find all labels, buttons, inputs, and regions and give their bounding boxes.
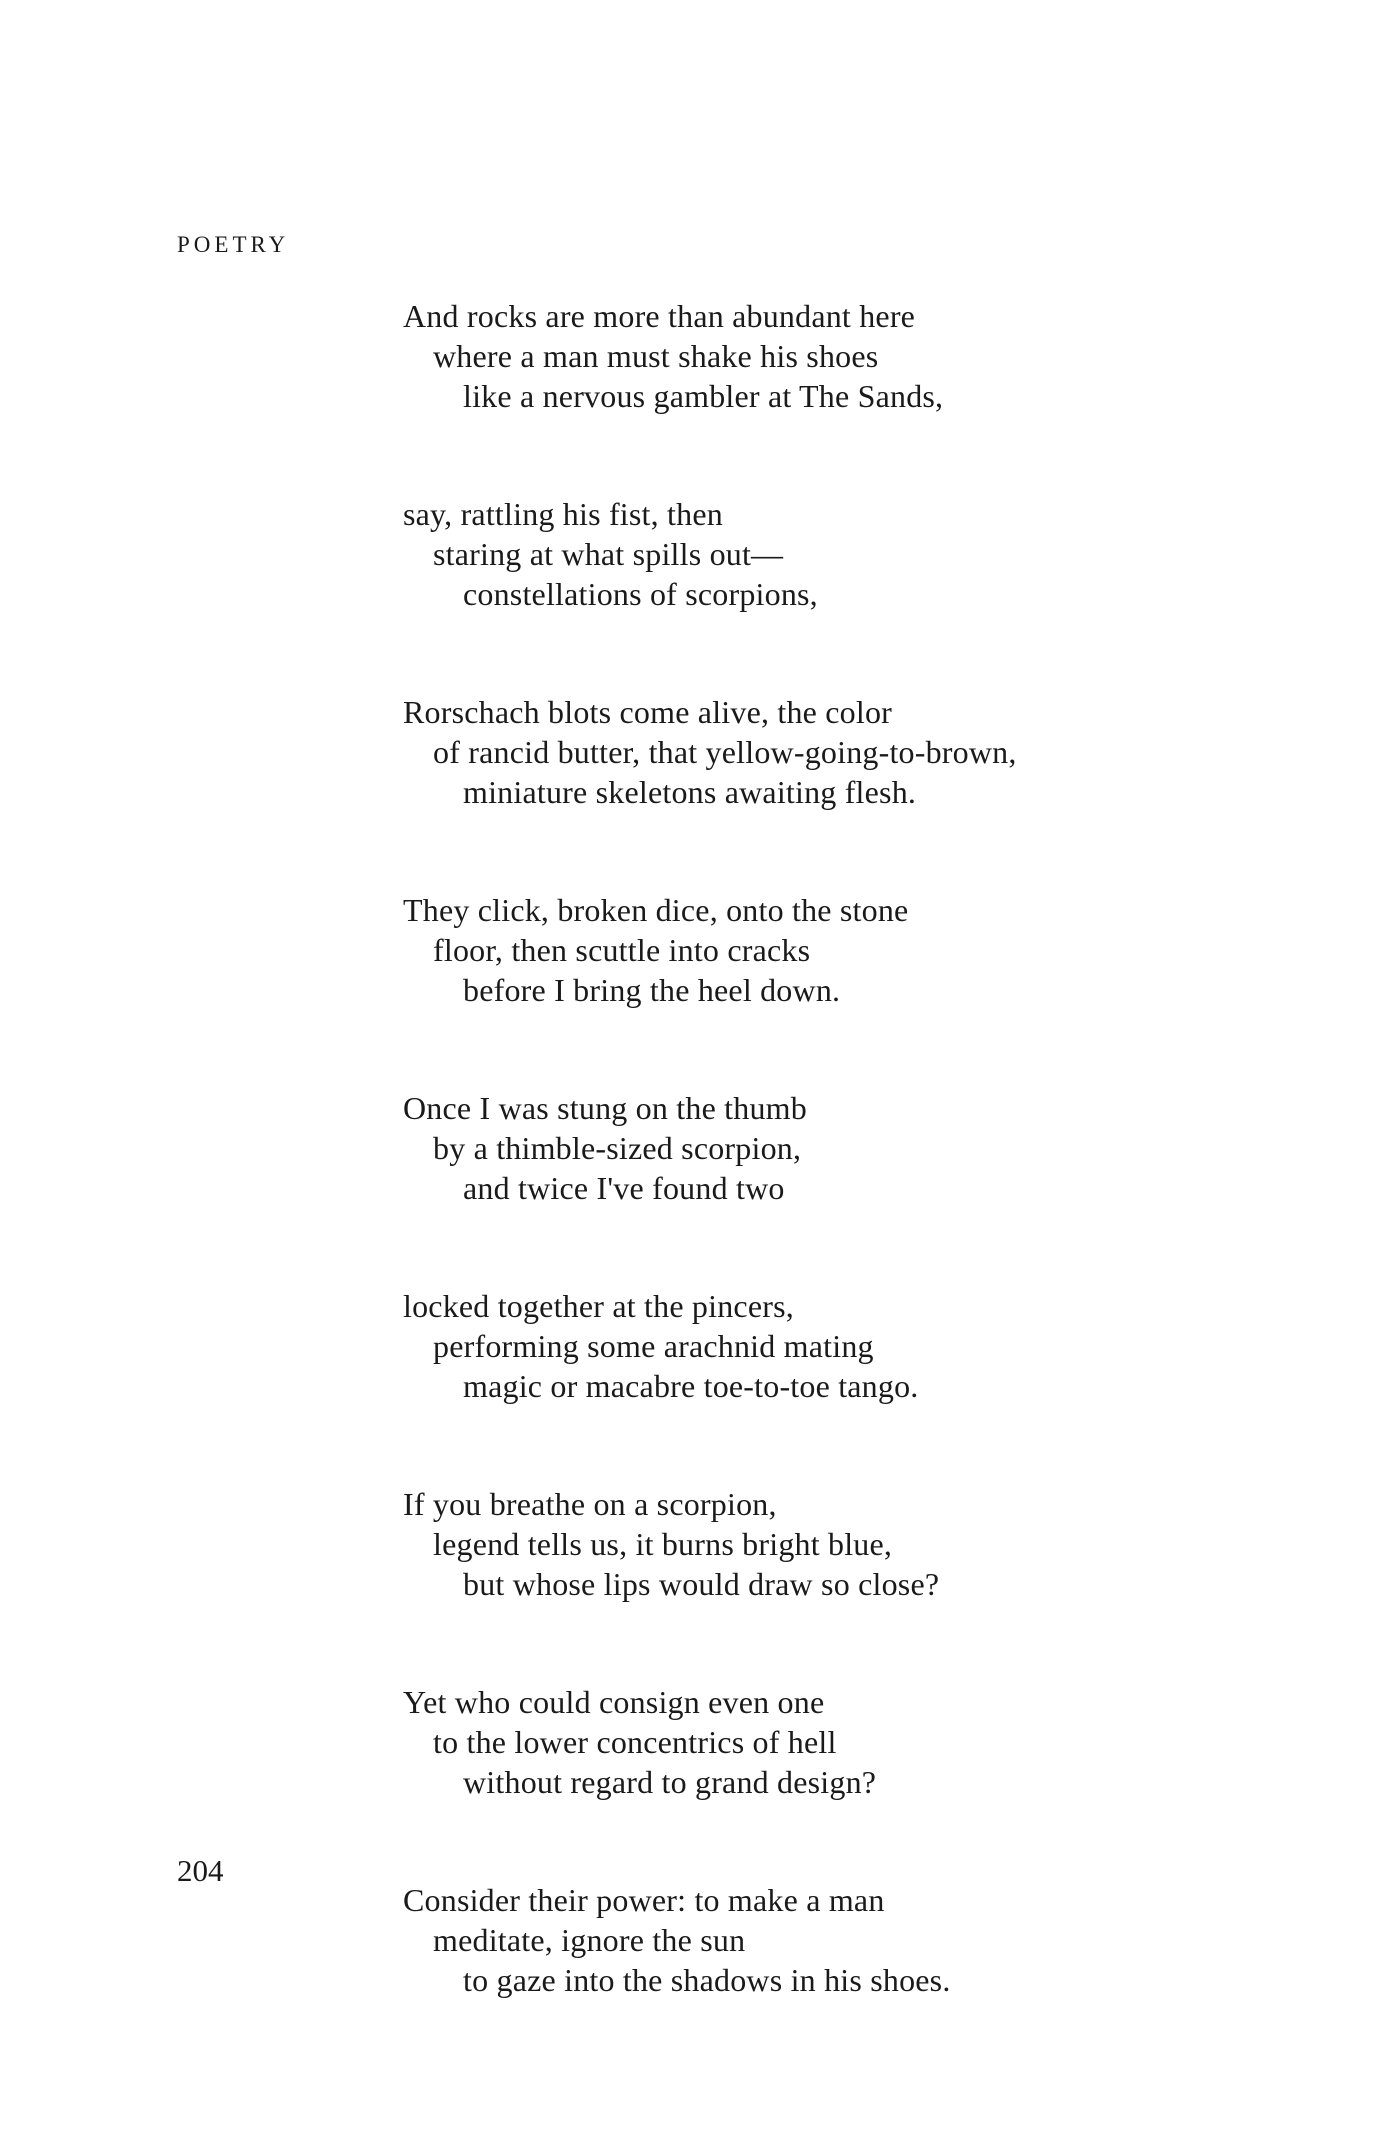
poem-line: to gaze into the shadows in his shoes.: [463, 1962, 951, 1998]
poem-line: Yet who could consign even one: [403, 1684, 825, 1720]
page-number: 204: [177, 1853, 224, 1888]
stanza-7: [403, 1484, 1383, 1604]
stanza-3: [403, 692, 1383, 812]
running-header: POETRY: [177, 232, 290, 257]
poem-line: They click, broken dice, onto the stone: [403, 892, 909, 928]
stanza-1: [403, 296, 1383, 416]
poem-line: say, rattling his fist, then: [403, 496, 723, 532]
poem-line: performing some arachnid mating: [433, 1328, 874, 1364]
stanza-9: [403, 1880, 1383, 2000]
stanza-8: [403, 1682, 1383, 1802]
poem-line: staring at what spills out—: [433, 536, 784, 572]
poem-body: [403, 296, 1383, 2078]
poem-line: to the lower concentrics of hell: [433, 1724, 837, 1760]
poem-line: meditate, ignore the sun: [433, 1922, 746, 1958]
poem-line: before I bring the heel down.: [463, 972, 841, 1008]
poem-line: And rocks are more than abundant here: [403, 298, 916, 334]
poem-line: where a man must shake his shoes: [433, 338, 879, 374]
stanza-4: [403, 890, 1383, 1010]
poem-line: constellations of scorpions,: [463, 576, 818, 612]
poem-line: without regard to grand design?: [463, 1764, 877, 1800]
poem-line: magic or macabre toe-to-toe tango.: [463, 1368, 919, 1404]
stanza-2: [403, 494, 1383, 614]
poem-line: but whose lips would draw so close?: [463, 1566, 940, 1602]
stanza-6: [403, 1286, 1383, 1406]
poem-line: and twice I've found two: [463, 1170, 785, 1206]
poem-line: by a thimble-sized scorpion,: [433, 1130, 802, 1166]
poem-line: floor, then scuttle into cracks: [433, 932, 811, 968]
poem-line: Rorschach blots come alive, the color: [403, 694, 893, 730]
poem-line: legend tells us, it burns bright blue,: [433, 1526, 893, 1562]
stanza-5: [403, 1088, 1383, 1208]
poem-line: Once I was stung on the thumb: [403, 1090, 807, 1126]
poem-line: Consider their power: to make a man: [403, 1882, 885, 1918]
poem-line: of rancid butter, that yellow-going-to-brown,: [433, 734, 1017, 770]
poem-line: miniature skeletons awaiting flesh.: [463, 774, 917, 810]
poem-line: If you breathe on a scorpion,: [403, 1486, 777, 1522]
poem-line: like a nervous gambler at The Sands,: [463, 378, 944, 414]
poem-line: locked together at the pincers,: [403, 1288, 794, 1324]
